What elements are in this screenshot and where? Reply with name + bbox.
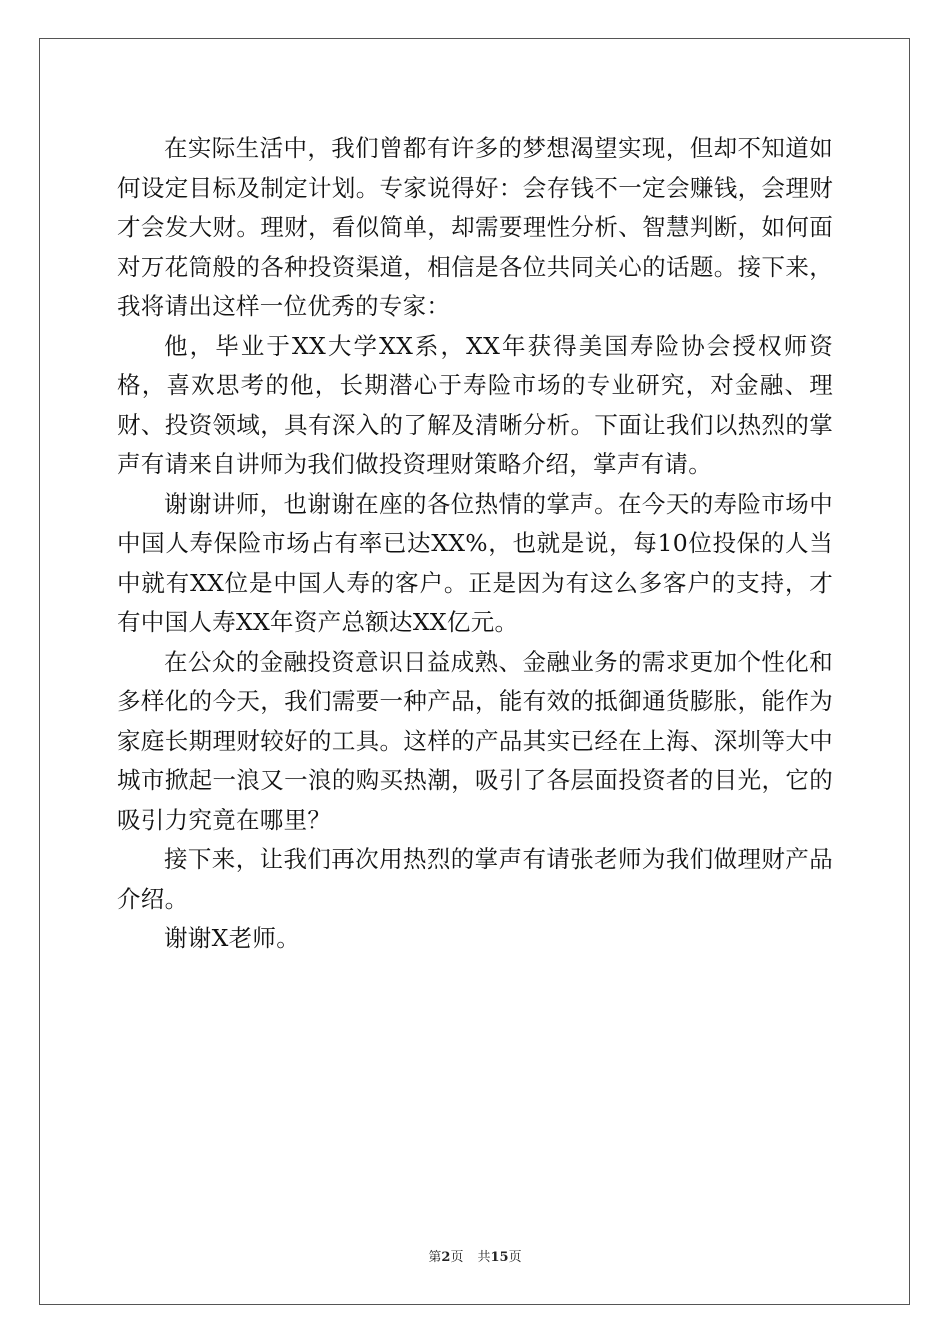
paragraph-4: 在公众的金融投资意识日益成熟、金融业务的需求更加个性化和多样化的今天，我们需要一种产品，能有效的抵御通货膨胀，能作为家庭长期理财较好的工具。这样的产品其实已经在上海、深圳等大中城市掀起一浪又一浪的购买热潮，吸引了各层面投资者的目光，它的吸引力究竟在哪里？ xyxy=(117,647,833,834)
page-suffix: 页 xyxy=(450,1250,464,1265)
page-number: 2 xyxy=(441,1250,451,1265)
paragraph-6: 谢谢X老师。 xyxy=(164,924,301,952)
page-footer xyxy=(0,1246,950,1265)
page-prefix: 第 xyxy=(428,1250,442,1265)
paragraph-5: 接下来，让我们再次用热烈的掌声有请张老师为我们做理财产品介绍。 xyxy=(117,845,833,913)
total-suffix: 页 xyxy=(508,1250,522,1265)
total-pages: 15 xyxy=(490,1250,509,1265)
paragraph-2: 他，毕业于XX大学XX系，XX年获得美国寿险协会授权师资格，喜欢思考的他，长期潜心于寿险市场的专业研究，对金融、理财、投资领域，具有深入的了解及清晰分析。下面让我们以热烈的掌声有请来自讲师为我们做投资理财策略介绍，掌声有请。 xyxy=(117,331,833,478)
total-prefix: 共 xyxy=(477,1250,491,1265)
document-body xyxy=(117,129,833,959)
paragraph-1: 在实际生活中，我们曾都有许多的梦想渴望实现，但却不知道如何设定目标及制定计划。专家说得好：会存钱不一定会赚钱，会理财才会发大财。理财，看似简单，却需要理性分析、智慧判断，如何面对万花筒般的各种投资渠道，相信是各位共同关心的话题。接下来，我将请出这样一位优秀的专家： xyxy=(117,134,833,320)
paragraph-3: 谢谢讲师，也谢谢在座的各位热情的掌声。在今天的寿险市场中中国人寿保险市场占有率已达XX%，也就是说，每10位投保的人当中就有XX位是中国人寿的客户。正是因为有这么多客户的支持，才有中国人寿XX年资产总额达XX亿元。 xyxy=(117,489,833,636)
